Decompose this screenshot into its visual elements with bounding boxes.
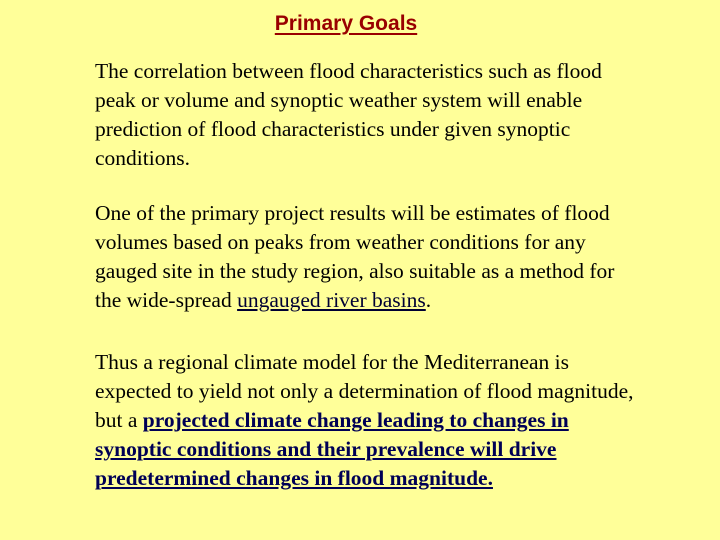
ungauged-river-basins-link[interactable]: ungauged river basins (237, 288, 426, 312)
slide-title: Primary Goals (274, 12, 418, 35)
paragraph-project-results-text: One of the primary project results will be estimates of flood volumes based on peaks from weather conditions for any gauged site in the study region, also suitable as a method for the wide-spread (95, 201, 615, 312)
paragraph-climate-model (95, 348, 635, 493)
projected-climate-change-link[interactable]: projected climate change leading to changes in synoptic conditions and their prevalence will drive predetermined changes in flood magnitude. (95, 408, 569, 490)
paragraph-climate-model-text: Thus a regional climate model for the Mediterranean is expected to yield not only a determination of flood magnitude, but a (95, 350, 634, 432)
paragraph-correlation-text: The correlation between flood characteristics such as flood peak or volume and synoptic weather system will enable prediction of flood characteristics under given synoptic conditions. (95, 59, 602, 170)
paragraph-project-results-end: . (425, 288, 432, 312)
paragraph-project-results (95, 199, 635, 315)
paragraph-correlation (95, 57, 635, 173)
